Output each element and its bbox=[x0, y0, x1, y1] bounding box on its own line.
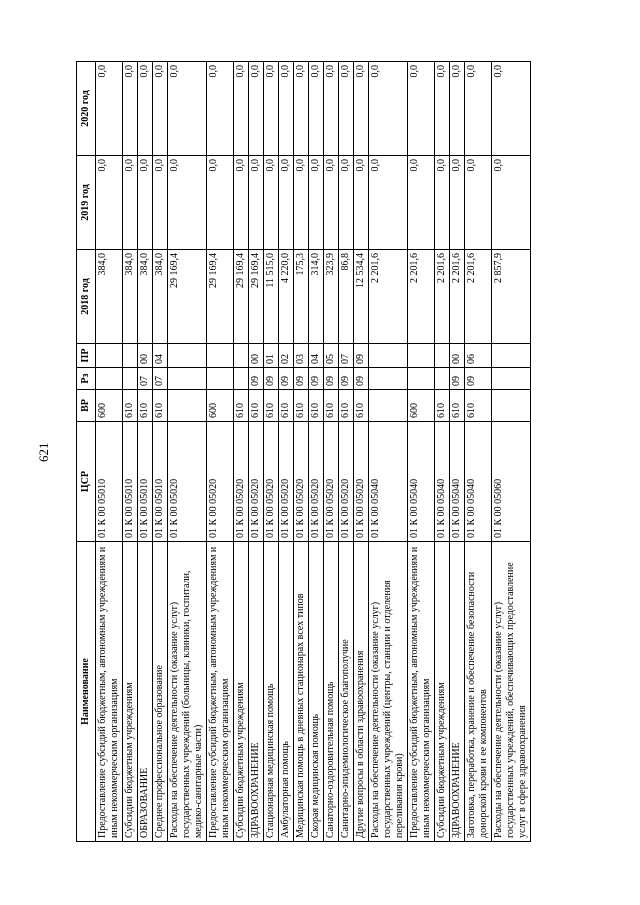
cell-csr: 01 К 00 05060 bbox=[492, 422, 531, 542]
cell-pr bbox=[168, 344, 207, 368]
cell-2019: 0,0 bbox=[492, 156, 531, 250]
table-row bbox=[123, 62, 138, 842]
cell-rz bbox=[234, 368, 249, 390]
cell-2020: 0,0 bbox=[465, 62, 492, 156]
cell-pr bbox=[408, 344, 435, 368]
table-row bbox=[234, 62, 249, 842]
cell-pr: 07 bbox=[339, 344, 354, 368]
header-2019: 2019 год bbox=[77, 156, 96, 250]
cell-2019: 0,0 bbox=[153, 156, 168, 250]
page-number: 621 bbox=[36, 442, 51, 462]
table-row bbox=[450, 62, 465, 842]
cell-csr: 01 К 00 05020 bbox=[168, 422, 207, 542]
table-row bbox=[264, 62, 279, 842]
cell-vr: 610 bbox=[234, 390, 249, 422]
cell-2018: 314,0 bbox=[309, 250, 324, 344]
cell-rz bbox=[435, 368, 450, 390]
cell-2019: 0,0 bbox=[309, 156, 324, 250]
cell-2019: 0,0 bbox=[207, 156, 234, 250]
cell-csr: 01 К 00 05020 bbox=[294, 422, 309, 542]
cell-vr: 610 bbox=[153, 390, 168, 422]
cell-pr: 02 bbox=[279, 344, 294, 368]
cell-vr: 610 bbox=[339, 390, 354, 422]
cell-rz bbox=[123, 368, 138, 390]
cell-pr: 03 bbox=[294, 344, 309, 368]
cell-2018: 4 220,0 bbox=[279, 250, 294, 344]
cell-name: ОБРАЗОВАНИЕ bbox=[138, 542, 153, 842]
cell-2018: 2 201,6 bbox=[435, 250, 450, 344]
cell-2018: 11 515,0 bbox=[264, 250, 279, 344]
cell-pr: 01 bbox=[264, 344, 279, 368]
cell-vr: 610 bbox=[279, 390, 294, 422]
cell-rz: 09 bbox=[324, 368, 339, 390]
cell-2018: 384,0 bbox=[123, 250, 138, 344]
cell-2020: 0,0 bbox=[234, 62, 249, 156]
table-row bbox=[249, 62, 264, 842]
table-row bbox=[153, 62, 168, 842]
budget-table bbox=[76, 61, 531, 842]
cell-2020: 0,0 bbox=[435, 62, 450, 156]
cell-name: Предоставление субсидий бюджетным, автономным учреждениям и иным некоммерческим организациям bbox=[96, 542, 123, 842]
cell-2019: 0,0 bbox=[339, 156, 354, 250]
cell-2019: 0,0 bbox=[369, 156, 408, 250]
cell-vr: 610 bbox=[249, 390, 264, 422]
cell-2019: 0,0 bbox=[123, 156, 138, 250]
cell-2019: 0,0 bbox=[234, 156, 249, 250]
cell-vr: 610 bbox=[324, 390, 339, 422]
cell-rz: 07 bbox=[138, 368, 153, 390]
table-row bbox=[408, 62, 435, 842]
cell-csr: 01 К 00 05040 bbox=[369, 422, 408, 542]
cell-pr bbox=[123, 344, 138, 368]
cell-rz bbox=[492, 368, 531, 390]
cell-name: Предоставление субсидий бюджетным, автономным учреждениям и иным некоммерческим организациям bbox=[408, 542, 435, 842]
cell-2020: 0,0 bbox=[168, 62, 207, 156]
cell-2018: 12 534,4 bbox=[354, 250, 369, 344]
cell-2018: 384,0 bbox=[96, 250, 123, 344]
cell-rz bbox=[96, 368, 123, 390]
table-row bbox=[207, 62, 234, 842]
cell-2020: 0,0 bbox=[450, 62, 465, 156]
cell-rz: 09 bbox=[339, 368, 354, 390]
table-row bbox=[339, 62, 354, 842]
cell-name: Расходы на обеспечение деятельности (оказание услуг) государственных учреждений (центры, станции и отделения переливания крови) bbox=[369, 542, 408, 842]
cell-vr: 610 bbox=[309, 390, 324, 422]
header-vr: ВР bbox=[77, 390, 96, 422]
cell-csr: 01 К 00 05020 bbox=[207, 422, 234, 542]
cell-2018: 86,8 bbox=[339, 250, 354, 344]
cell-rz: 09 bbox=[294, 368, 309, 390]
cell-2020: 0,0 bbox=[408, 62, 435, 156]
cell-vr: 610 bbox=[138, 390, 153, 422]
table-row bbox=[435, 62, 450, 842]
cell-2020: 0,0 bbox=[279, 62, 294, 156]
table-row bbox=[279, 62, 294, 842]
table-row bbox=[465, 62, 492, 842]
cell-csr: 01 К 00 05010 bbox=[96, 422, 123, 542]
cell-name: Заготовка, переработка, хранение и обеспечение безопасности донорской крови и ее компонентов bbox=[465, 542, 492, 842]
table-row bbox=[138, 62, 153, 842]
cell-name: Другие вопросы в области здравоохранения bbox=[354, 542, 369, 842]
cell-2020: 0,0 bbox=[207, 62, 234, 156]
cell-rz bbox=[369, 368, 408, 390]
cell-2018: 2 201,6 bbox=[408, 250, 435, 344]
cell-vr bbox=[369, 390, 408, 422]
cell-2020: 0,0 bbox=[492, 62, 531, 156]
cell-2020: 0,0 bbox=[369, 62, 408, 156]
cell-2020: 0,0 bbox=[324, 62, 339, 156]
cell-2018: 2 857,9 bbox=[492, 250, 531, 344]
cell-2019: 0,0 bbox=[138, 156, 153, 250]
cell-csr: 01 К 00 05010 bbox=[153, 422, 168, 542]
cell-2020: 0,0 bbox=[249, 62, 264, 156]
cell-name: Санитарно-эпидемиологическое благополучие bbox=[339, 542, 354, 842]
cell-csr: 01 К 00 05020 bbox=[234, 422, 249, 542]
cell-name: ЗДРАВООХРАНЕНИЕ bbox=[249, 542, 264, 842]
cell-2018: 29 169,4 bbox=[207, 250, 234, 344]
cell-name: ЗДРАВООХРАНЕНИЕ bbox=[450, 542, 465, 842]
cell-2020: 0,0 bbox=[138, 62, 153, 156]
cell-2019: 0,0 bbox=[324, 156, 339, 250]
table-row bbox=[168, 62, 207, 842]
table-row bbox=[294, 62, 309, 842]
cell-2019: 0,0 bbox=[354, 156, 369, 250]
cell-pr bbox=[435, 344, 450, 368]
cell-rz bbox=[168, 368, 207, 390]
cell-rz: 09 bbox=[249, 368, 264, 390]
cell-vr: 610 bbox=[294, 390, 309, 422]
cell-2019: 0,0 bbox=[408, 156, 435, 250]
cell-2019: 0,0 bbox=[435, 156, 450, 250]
cell-csr: 01 К 00 05040 bbox=[435, 422, 450, 542]
cell-2019: 0,0 bbox=[294, 156, 309, 250]
cell-2019: 0,0 bbox=[465, 156, 492, 250]
cell-csr: 01 К 00 05040 bbox=[465, 422, 492, 542]
cell-2020: 0,0 bbox=[309, 62, 324, 156]
cell-vr: 610 bbox=[354, 390, 369, 422]
table-header-row bbox=[77, 62, 96, 842]
cell-2018: 29 169,4 bbox=[234, 250, 249, 344]
cell-2020: 0,0 bbox=[354, 62, 369, 156]
cell-csr: 01 К 00 05020 bbox=[354, 422, 369, 542]
cell-2019: 0,0 bbox=[264, 156, 279, 250]
cell-csr: 01 К 00 05020 bbox=[309, 422, 324, 542]
cell-vr bbox=[168, 390, 207, 422]
cell-vr: 610 bbox=[123, 390, 138, 422]
cell-vr: 600 bbox=[207, 390, 234, 422]
cell-csr: 01 К 00 05010 bbox=[138, 422, 153, 542]
cell-2018: 323,9 bbox=[324, 250, 339, 344]
cell-2020: 0,0 bbox=[339, 62, 354, 156]
cell-csr: 01 К 00 05010 bbox=[123, 422, 138, 542]
cell-2018: 175,3 bbox=[294, 250, 309, 344]
cell-2019: 0,0 bbox=[96, 156, 123, 250]
cell-2018: 29 169,4 bbox=[249, 250, 264, 344]
cell-vr bbox=[492, 390, 531, 422]
cell-rz bbox=[408, 368, 435, 390]
table-body bbox=[96, 62, 531, 842]
cell-2019: 0,0 bbox=[450, 156, 465, 250]
header-csr: ЦСР bbox=[77, 422, 96, 542]
cell-pr: 05 bbox=[324, 344, 339, 368]
cell-2018: 384,0 bbox=[153, 250, 168, 344]
cell-name: Субсидии бюджетным учреждениям bbox=[435, 542, 450, 842]
cell-pr: 00 bbox=[138, 344, 153, 368]
table-row bbox=[354, 62, 369, 842]
cell-csr: 01 К 00 05020 bbox=[324, 422, 339, 542]
header-2020: 2020 год bbox=[77, 62, 96, 156]
cell-rz: 09 bbox=[264, 368, 279, 390]
cell-pr: 04 bbox=[309, 344, 324, 368]
cell-rz: 09 bbox=[450, 368, 465, 390]
cell-name: Санаторно-оздоровительная помощь bbox=[324, 542, 339, 842]
cell-pr: 06 bbox=[465, 344, 492, 368]
cell-2020: 0,0 bbox=[153, 62, 168, 156]
cell-vr: 600 bbox=[408, 390, 435, 422]
cell-rz: 09 bbox=[354, 368, 369, 390]
table-row bbox=[369, 62, 408, 842]
cell-vr: 600 bbox=[96, 390, 123, 422]
cell-pr: 04 bbox=[153, 344, 168, 368]
cell-rz: 09 bbox=[465, 368, 492, 390]
budget-table-page bbox=[76, 62, 564, 842]
cell-csr: 01 К 00 05020 bbox=[249, 422, 264, 542]
cell-csr: 01 К 00 05040 bbox=[408, 422, 435, 542]
cell-rz: 09 bbox=[279, 368, 294, 390]
header-rz: Рз bbox=[77, 368, 96, 390]
cell-csr: 01 К 00 05020 bbox=[279, 422, 294, 542]
cell-pr bbox=[492, 344, 531, 368]
cell-rz: 09 bbox=[309, 368, 324, 390]
cell-2019: 0,0 bbox=[279, 156, 294, 250]
cell-2020: 0,0 bbox=[123, 62, 138, 156]
cell-name: Стационарная медицинская помощь bbox=[264, 542, 279, 842]
cell-name: Расходы на обеспечение деятельности (оказание услуг) государственных учреждений (больницы, клиники, госпитали, медико-санитарные части) bbox=[168, 542, 207, 842]
table-row bbox=[309, 62, 324, 842]
header-name: Наименование bbox=[77, 542, 96, 842]
cell-2020: 0,0 bbox=[96, 62, 123, 156]
cell-csr: 01 К 00 05020 bbox=[339, 422, 354, 542]
cell-2018: 2 201,6 bbox=[369, 250, 408, 344]
table-row bbox=[492, 62, 531, 842]
cell-name: Среднее профессиональное образование bbox=[153, 542, 168, 842]
cell-pr: 09 bbox=[354, 344, 369, 368]
cell-2018: 384,0 bbox=[138, 250, 153, 344]
cell-vr: 610 bbox=[465, 390, 492, 422]
header-2018: 2018 год bbox=[77, 250, 96, 344]
cell-rz bbox=[207, 368, 234, 390]
cell-pr bbox=[234, 344, 249, 368]
cell-name: Расходы на обеспечение деятельности (оказание услуг) государственных учреждений, обеспечивающих предоставление услуг в сфере здравоохранения bbox=[492, 542, 531, 842]
cell-name: Скорая медицинская помощь bbox=[309, 542, 324, 842]
cell-name: Субсидии бюджетным учреждениям bbox=[234, 542, 249, 842]
cell-name: Амбулаторная помощь bbox=[279, 542, 294, 842]
cell-pr: 00 bbox=[450, 344, 465, 368]
cell-name: Медицинская помощь в дневных стационарах всех типов bbox=[294, 542, 309, 842]
cell-2020: 0,0 bbox=[264, 62, 279, 156]
table-row bbox=[96, 62, 123, 842]
cell-vr: 610 bbox=[264, 390, 279, 422]
cell-vr: 610 bbox=[450, 390, 465, 422]
cell-2018: 2 201,6 bbox=[450, 250, 465, 344]
cell-pr bbox=[96, 344, 123, 368]
cell-2018: 2 201,6 bbox=[465, 250, 492, 344]
cell-vr: 610 bbox=[435, 390, 450, 422]
cell-name: Предоставление субсидий бюджетным, автономным учреждениям и иным некоммерческим организациям bbox=[207, 542, 234, 842]
cell-pr bbox=[207, 344, 234, 368]
cell-csr: 01 К 00 05040 bbox=[450, 422, 465, 542]
cell-2019: 0,0 bbox=[249, 156, 264, 250]
header-pr: ПР bbox=[77, 344, 96, 368]
cell-2018: 29 169,4 bbox=[168, 250, 207, 344]
cell-2019: 0,0 bbox=[168, 156, 207, 250]
cell-name: Субсидии бюджетным учреждениям bbox=[123, 542, 138, 842]
cell-csr: 01 К 00 05020 bbox=[264, 422, 279, 542]
cell-rz: 07 bbox=[153, 368, 168, 390]
cell-pr bbox=[369, 344, 408, 368]
table-row bbox=[324, 62, 339, 842]
cell-pr: 00 bbox=[249, 344, 264, 368]
cell-2020: 0,0 bbox=[294, 62, 309, 156]
